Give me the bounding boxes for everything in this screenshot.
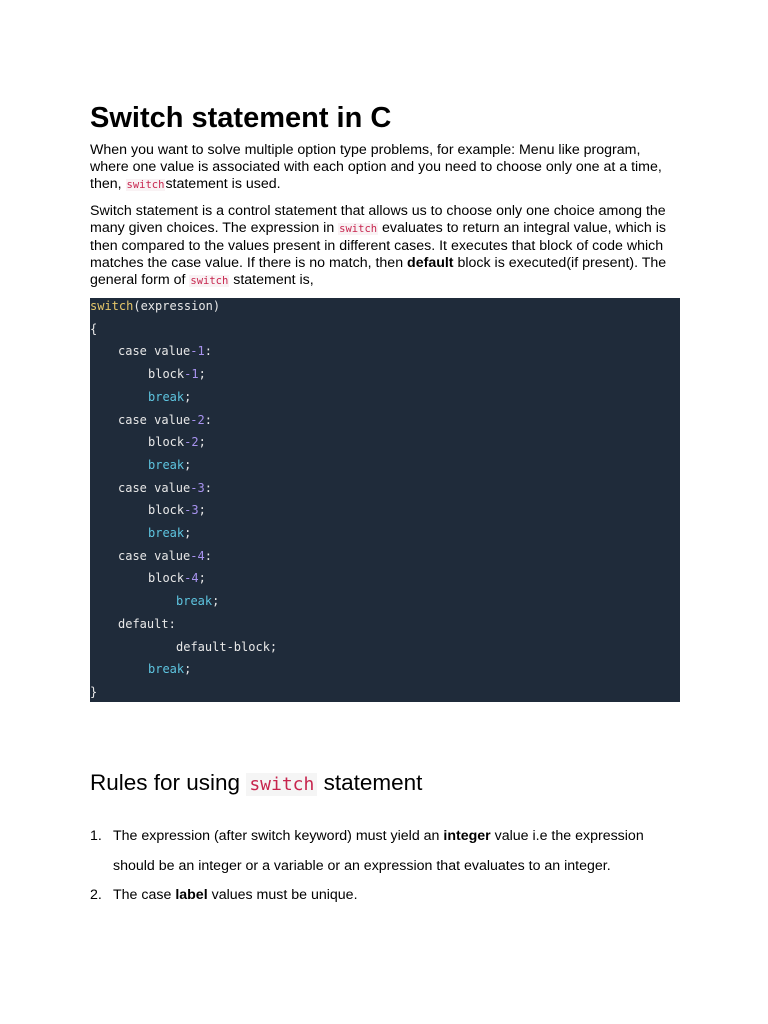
code-line <box>148 366 206 382</box>
code-token: } <box>90 685 98 699</box>
code-token: ; <box>184 526 192 540</box>
inline-code-switch: switch <box>339 223 378 235</box>
code-token: -3 <box>184 503 199 517</box>
desc-text-a: Switch statement is a control statement that allows us to choose only one choice among the many given choices. The expression in <box>90 203 666 236</box>
code-line <box>148 570 206 586</box>
code-token: switch <box>90 299 134 313</box>
code-token: ; <box>198 571 206 585</box>
rule-number: 1. <box>90 828 102 844</box>
code-token: { <box>90 322 98 336</box>
code-line <box>148 389 191 405</box>
code-token: ; <box>198 435 206 449</box>
code-token: break <box>176 594 213 608</box>
code-token: ; <box>184 390 192 404</box>
code-token: -4 <box>184 571 199 585</box>
rule-text-a: The expression (after switch keyword) must yield an <box>113 828 444 844</box>
code-token: block <box>148 503 185 517</box>
code-token: break <box>148 526 185 540</box>
code-token: break <box>148 458 185 472</box>
code-line <box>118 412 212 428</box>
rule-text-b: values must be unique. <box>207 887 358 903</box>
code-line <box>148 434 206 450</box>
code-line <box>90 298 220 314</box>
code-token: : <box>204 549 212 563</box>
desc-text-b: evaluates to return an integral value, which is then compared to the values present in different cases. It executes that block of code which matches the case value. If there is no match, then <box>90 220 666 271</box>
code-line <box>90 684 97 700</box>
code-line <box>118 548 212 564</box>
rule-number: 2. <box>90 887 102 903</box>
code-line <box>118 343 212 359</box>
code-token: block <box>148 571 185 585</box>
desc-text-d: statement is, <box>229 272 314 288</box>
code-token: -2 <box>190 413 205 427</box>
rules-heading-text-b: statement <box>317 770 423 795</box>
rule-item <box>90 822 680 881</box>
code-token: break <box>148 390 185 404</box>
rule-text-b: value i.e the expression should be an integer or a variable or an expression that evaluates to an integer. <box>113 828 644 874</box>
rule-bold: integer <box>443 828 491 844</box>
code-token: break <box>148 662 185 676</box>
code-line <box>176 593 219 609</box>
code-token: default: <box>118 617 176 631</box>
code-token: -2 <box>184 435 199 449</box>
code-token: : <box>204 481 212 495</box>
code-token: ; <box>184 458 192 472</box>
code-line <box>148 661 191 677</box>
code-token: ; <box>198 367 206 381</box>
code-token: : <box>204 344 212 358</box>
rules-heading <box>90 766 422 802</box>
code-line <box>148 502 206 518</box>
code-token: block <box>148 367 185 381</box>
code-token: -1 <box>184 367 199 381</box>
inline-code-switch: switch <box>190 275 229 287</box>
rule-item <box>90 881 680 911</box>
code-token: block <box>148 435 185 449</box>
intro-text-a: When you want to solve multiple option type problems, for example: Menu like program, where one value is associated with each option and you need to choose only one at a time, then, <box>90 142 662 192</box>
code-line <box>148 457 191 473</box>
description-paragraph <box>90 203 682 290</box>
code-token: case value <box>118 549 191 563</box>
code-token: -1 <box>190 344 205 358</box>
code-token: default-block; <box>176 640 278 654</box>
inline-code-switch: switch <box>126 179 165 191</box>
rules-heading-text-a: Rules for using <box>90 770 247 795</box>
rule-text-a: The case <box>113 887 176 903</box>
code-line <box>176 639 277 655</box>
code-line <box>118 480 212 496</box>
code-line <box>90 321 97 337</box>
intro-text-b: statement is used. <box>165 176 281 192</box>
code-token: -3 <box>190 481 205 495</box>
code-line <box>118 616 176 632</box>
code-token: case value <box>118 481 191 495</box>
code-token: : <box>204 413 212 427</box>
code-token: (expression) <box>133 299 221 313</box>
page-title: Switch statement in C <box>90 102 392 134</box>
code-block <box>90 298 680 702</box>
code-token: case value <box>118 344 191 358</box>
code-token: ; <box>198 503 206 517</box>
code-line <box>148 525 191 541</box>
rule-bold: label <box>175 887 208 903</box>
code-token: case value <box>118 413 191 427</box>
desc-bold-default: default <box>407 255 454 271</box>
rules-list <box>90 822 680 911</box>
code-token: -4 <box>190 549 205 563</box>
code-token: ; <box>184 662 192 676</box>
intro-paragraph <box>90 142 682 194</box>
code-token: ; <box>212 594 220 608</box>
desc-text-c: block is executed(if present). The general form of <box>90 255 667 288</box>
rules-heading-code: switch <box>246 773 317 796</box>
